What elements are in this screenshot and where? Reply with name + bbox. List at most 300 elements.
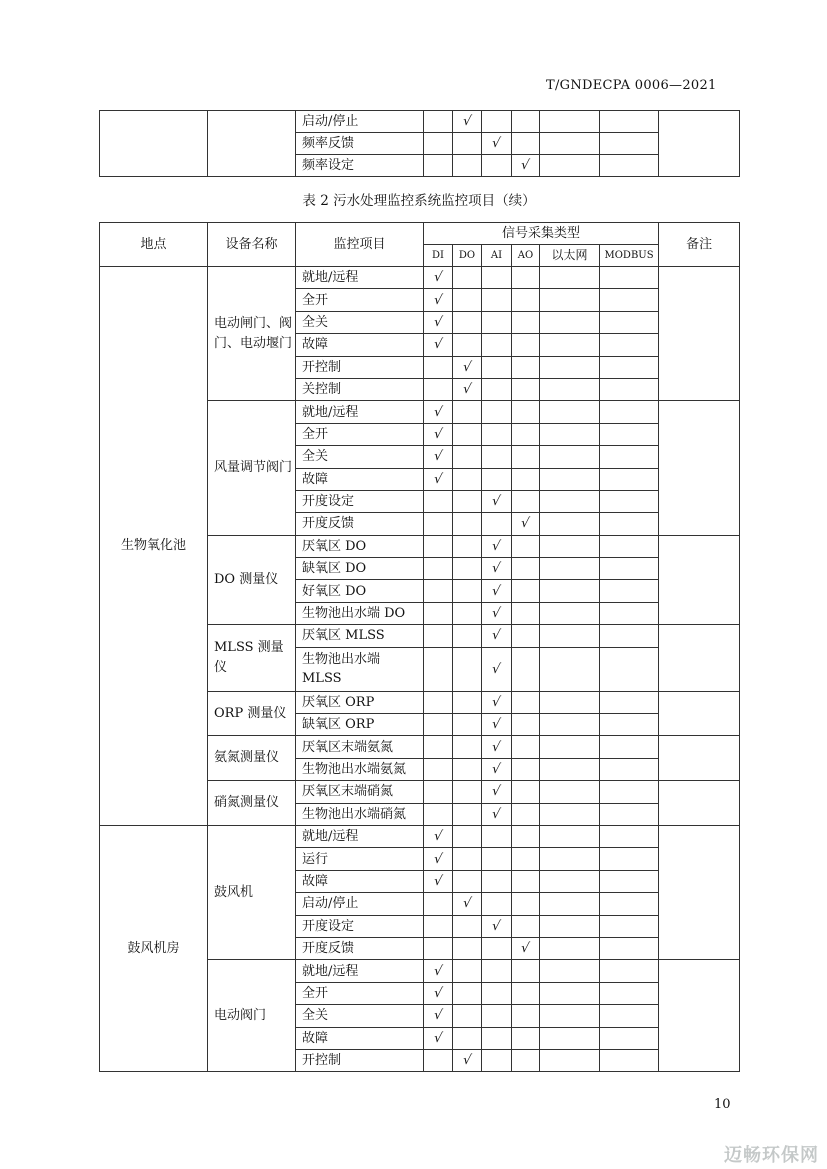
signal-cell <box>600 334 659 356</box>
device-cell: 氨氮测量仪 <box>208 736 296 781</box>
signal-cell <box>453 915 482 937</box>
signal-cell <box>453 893 482 915</box>
signal-cell <box>453 1005 482 1027</box>
signal-cell <box>424 758 453 780</box>
check-mark: √ <box>461 1053 473 1069</box>
signal-cell <box>512 960 540 982</box>
signal-cell <box>600 490 659 512</box>
document-code: T/GNDECPA 0006—2021 <box>546 78 717 93</box>
check-mark: √ <box>520 158 531 173</box>
check-mark: √ <box>432 471 444 487</box>
signal-cell <box>424 825 453 847</box>
item-cell: 厌氧区 DO <box>296 535 424 557</box>
signal-cell <box>482 558 512 580</box>
signal-cell <box>424 960 453 982</box>
item-cell: 缺氧区 DO <box>296 558 424 580</box>
signal-cell <box>600 513 659 535</box>
signal-cell <box>512 602 540 624</box>
signal-cell <box>540 602 600 624</box>
signal-cell <box>424 647 453 691</box>
signal-cell <box>540 893 600 915</box>
check-mark: √ <box>432 314 444 330</box>
signal-cell <box>540 311 600 333</box>
header-remark: 备注 <box>659 223 740 267</box>
signal-cell <box>424 334 453 356</box>
signal-cell <box>512 133 540 155</box>
signal-cell <box>540 401 600 423</box>
header-ao: AO <box>512 245 540 267</box>
check-mark: √ <box>432 449 444 465</box>
signal-cell <box>540 960 600 982</box>
item-cell: 生物池出水端硝氮 <box>296 803 424 825</box>
check-mark: √ <box>461 382 473 398</box>
check-mark: √ <box>491 494 502 510</box>
signal-cell <box>540 736 600 758</box>
signal-cell <box>482 870 512 892</box>
signal-cell <box>512 378 540 400</box>
signal-cell <box>482 647 512 691</box>
signal-cell <box>424 625 453 647</box>
item-cell: 故障 <box>296 870 424 892</box>
signal-cell <box>600 423 659 445</box>
signal-cell <box>482 267 512 289</box>
signal-cell <box>540 423 600 445</box>
table-row <box>100 111 740 133</box>
item-cell: 缺氧区 ORP <box>296 714 424 736</box>
signal-cell <box>453 781 482 803</box>
signal-cell <box>540 825 600 847</box>
signal-cell <box>453 803 482 825</box>
item-cell: 开度设定 <box>296 490 424 512</box>
signal-cell <box>600 535 659 557</box>
signal-cell <box>540 1027 600 1049</box>
signal-cell <box>512 311 540 333</box>
signal-cell <box>512 468 540 490</box>
signal-cell <box>453 334 482 356</box>
device-cell <box>208 111 296 177</box>
signal-cell <box>424 423 453 445</box>
signal-cell <box>540 870 600 892</box>
signal-cell <box>482 111 512 133</box>
signal-cell <box>424 781 453 803</box>
signal-cell <box>540 1049 600 1071</box>
item-cell: 厌氧区末端硝氮 <box>296 781 424 803</box>
check-mark: √ <box>432 1008 444 1024</box>
item-cell: 全关 <box>296 1005 424 1027</box>
signal-cell <box>512 490 540 512</box>
signal-cell <box>600 155 659 177</box>
signal-cell <box>540 490 600 512</box>
signal-cell <box>512 893 540 915</box>
signal-cell <box>453 490 482 512</box>
item-cell: 故障 <box>296 334 424 356</box>
signal-cell <box>600 356 659 378</box>
signal-cell <box>424 311 453 333</box>
signal-cell <box>482 915 512 937</box>
signal-cell <box>482 133 512 155</box>
signal-cell <box>540 133 600 155</box>
signal-cell <box>512 1049 540 1071</box>
signal-cell <box>453 848 482 870</box>
signal-cell <box>453 870 482 892</box>
check-mark: √ <box>491 784 502 800</box>
signal-cell <box>424 848 453 870</box>
item-cell: 开度设定 <box>296 915 424 937</box>
signal-cell <box>453 602 482 624</box>
signal-cell <box>424 602 453 624</box>
signal-cell <box>482 714 512 736</box>
check-mark: √ <box>491 661 502 677</box>
location-cell <box>100 111 208 177</box>
monitoring-items-table <box>99 222 740 1072</box>
signal-cell <box>424 870 453 892</box>
signal-cell <box>540 513 600 535</box>
remark-cell <box>659 691 740 736</box>
signal-cell <box>540 289 600 311</box>
signal-cell <box>482 289 512 311</box>
signal-cell <box>512 289 540 311</box>
signal-cell <box>600 580 659 602</box>
signal-cell <box>540 937 600 959</box>
item-cell: 全关 <box>296 311 424 333</box>
item-cell: 全关 <box>296 446 424 468</box>
signal-cell <box>424 893 453 915</box>
signal-cell <box>600 625 659 647</box>
signal-cell <box>540 781 600 803</box>
item-cell: 就地/远程 <box>296 401 424 423</box>
signal-cell <box>540 558 600 580</box>
signal-cell <box>424 915 453 937</box>
signal-cell <box>512 714 540 736</box>
signal-cell <box>453 468 482 490</box>
signal-cell <box>600 870 659 892</box>
signal-cell <box>453 311 482 333</box>
signal-cell <box>453 513 482 535</box>
signal-cell <box>482 848 512 870</box>
signal-cell <box>600 937 659 959</box>
check-mark: √ <box>432 404 444 420</box>
check-mark: √ <box>432 337 444 353</box>
remark-cell <box>659 825 740 959</box>
signal-cell <box>482 982 512 1004</box>
signal-cell <box>512 758 540 780</box>
signal-cell <box>512 870 540 892</box>
signal-cell <box>482 356 512 378</box>
check-mark: √ <box>491 136 502 151</box>
signal-cell <box>453 647 482 691</box>
check-mark: √ <box>432 270 444 286</box>
item-cell: 启动/停止 <box>296 893 424 915</box>
signal-cell <box>424 289 453 311</box>
signal-cell <box>600 758 659 780</box>
check-mark: √ <box>491 762 502 777</box>
check-mark: √ <box>432 1030 444 1046</box>
signal-cell <box>540 758 600 780</box>
signal-cell <box>482 401 512 423</box>
signal-cell <box>512 937 540 959</box>
signal-cell <box>424 736 453 758</box>
check-mark: √ <box>520 941 531 957</box>
signal-cell <box>600 468 659 490</box>
item-cell: 就地/远程 <box>296 960 424 982</box>
signal-cell <box>512 356 540 378</box>
signal-cell <box>540 691 600 713</box>
signal-cell <box>424 378 453 400</box>
signal-cell <box>540 625 600 647</box>
check-mark: √ <box>491 806 502 822</box>
signal-cell <box>512 915 540 937</box>
signal-cell <box>482 580 512 602</box>
signal-cell <box>600 825 659 847</box>
signal-cell <box>424 580 453 602</box>
signal-cell <box>540 111 600 133</box>
signal-cell <box>453 401 482 423</box>
remark-cell <box>659 736 740 781</box>
signal-cell <box>512 558 540 580</box>
signal-cell <box>600 1049 659 1071</box>
signal-cell <box>600 736 659 758</box>
signal-cell <box>482 1027 512 1049</box>
signal-cell <box>453 825 482 847</box>
signal-cell <box>512 401 540 423</box>
table-caption: 表 2 污水处理监控系统监控项目（续） <box>302 193 536 209</box>
item-cell: 全开 <box>296 982 424 1004</box>
header-location: 地点 <box>100 223 208 267</box>
signal-cell <box>540 356 600 378</box>
signal-cell <box>600 1005 659 1027</box>
header-signal-group: 信号采集类型 <box>424 223 659 245</box>
signal-cell <box>540 267 600 289</box>
signal-cell <box>540 982 600 1004</box>
device-cell: 风量调节阀门 <box>208 401 296 535</box>
item-cell: 就地/远程 <box>296 267 424 289</box>
item-cell: 故障 <box>296 1027 424 1049</box>
signal-cell <box>512 513 540 535</box>
signal-cell <box>482 535 512 557</box>
signal-cell <box>540 1005 600 1027</box>
header-ai: AI <box>482 245 512 267</box>
signal-cell <box>482 736 512 758</box>
signal-cell <box>424 356 453 378</box>
signal-cell <box>482 893 512 915</box>
item-cell: 频率设定 <box>296 155 424 177</box>
continued-table-fragment <box>99 110 740 177</box>
signal-cell <box>453 155 482 177</box>
check-mark: √ <box>461 114 473 129</box>
signal-cell <box>424 714 453 736</box>
item-cell: 开度反馈 <box>296 937 424 959</box>
remark-cell <box>659 267 740 401</box>
signal-cell <box>424 468 453 490</box>
signal-cell <box>512 803 540 825</box>
device-cell: 鼓风机 <box>208 825 296 959</box>
signal-cell <box>482 625 512 647</box>
item-cell: 全开 <box>296 423 424 445</box>
device-cell: DO 测量仪 <box>208 535 296 625</box>
signal-cell <box>482 825 512 847</box>
signal-cell <box>600 714 659 736</box>
item-cell: 启动/停止 <box>296 111 424 133</box>
remark-cell <box>659 401 740 535</box>
item-cell: 厌氧区 MLSS <box>296 625 424 647</box>
check-mark: √ <box>491 694 502 710</box>
signal-cell <box>482 691 512 713</box>
signal-cell <box>540 915 600 937</box>
remark-cell <box>659 781 740 826</box>
item-cell: 频率反馈 <box>296 133 424 155</box>
device-cell: ORP 测量仪 <box>208 691 296 736</box>
location-cell: 生物氧化池 <box>100 267 208 826</box>
header-device: 设备名称 <box>208 223 296 267</box>
signal-cell <box>600 803 659 825</box>
signal-cell <box>512 691 540 713</box>
signal-cell <box>482 378 512 400</box>
table-row <box>100 267 740 289</box>
signal-cell <box>453 558 482 580</box>
signal-cell <box>482 758 512 780</box>
signal-cell <box>540 468 600 490</box>
signal-cell <box>600 133 659 155</box>
signal-cell <box>453 1049 482 1071</box>
signal-cell <box>482 423 512 445</box>
signal-cell <box>600 401 659 423</box>
check-mark: √ <box>491 739 502 755</box>
signal-cell <box>482 446 512 468</box>
signal-cell <box>600 267 659 289</box>
check-mark: √ <box>432 426 444 442</box>
signal-cell <box>453 1027 482 1049</box>
signal-cell <box>482 1005 512 1027</box>
signal-cell <box>453 378 482 400</box>
device-cell: 电动阀门 <box>208 960 296 1072</box>
signal-cell <box>600 691 659 713</box>
check-mark: √ <box>432 873 444 889</box>
signal-cell <box>600 960 659 982</box>
check-mark: √ <box>491 583 502 599</box>
watermark: 迈畅环保网 <box>724 1145 819 1166</box>
signal-cell <box>600 378 659 400</box>
header-modbus: MODBUS <box>600 245 659 267</box>
check-mark: √ <box>432 829 444 845</box>
signal-cell <box>453 133 482 155</box>
signal-cell <box>453 625 482 647</box>
signal-cell <box>512 625 540 647</box>
signal-cell <box>540 535 600 557</box>
signal-cell <box>600 647 659 691</box>
page-number: 10 <box>714 1097 731 1112</box>
remark-cell <box>659 535 740 625</box>
item-cell: 厌氧区末端氨氮 <box>296 736 424 758</box>
signal-cell <box>540 714 600 736</box>
item-cell: 关控制 <box>296 378 424 400</box>
signal-cell <box>482 513 512 535</box>
signal-cell <box>600 289 659 311</box>
signal-cell <box>600 781 659 803</box>
signal-cell <box>424 982 453 1004</box>
header-di: DI <box>424 245 453 267</box>
signal-cell <box>482 311 512 333</box>
signal-cell <box>453 535 482 557</box>
signal-cell <box>512 535 540 557</box>
signal-cell <box>482 334 512 356</box>
signal-cell <box>453 960 482 982</box>
signal-cell <box>482 155 512 177</box>
signal-cell <box>600 893 659 915</box>
signal-cell <box>453 446 482 468</box>
signal-cell <box>600 1027 659 1049</box>
item-cell: 开控制 <box>296 356 424 378</box>
signal-cell <box>424 155 453 177</box>
signal-cell <box>512 1027 540 1049</box>
signal-cell <box>424 111 453 133</box>
device-cell: 电动闸门、阀门、电动堰门 <box>208 267 296 401</box>
signal-cell <box>512 647 540 691</box>
signal-cell <box>482 937 512 959</box>
signal-cell <box>424 513 453 535</box>
check-mark: √ <box>432 963 444 979</box>
signal-cell <box>424 691 453 713</box>
signal-cell <box>424 446 453 468</box>
check-mark: √ <box>491 538 502 554</box>
header-ethernet: 以太网 <box>540 245 600 267</box>
signal-cell <box>482 781 512 803</box>
remark-cell <box>659 960 740 1072</box>
item-cell: 运行 <box>296 848 424 870</box>
check-mark: √ <box>520 516 531 532</box>
signal-cell <box>600 558 659 580</box>
signal-cell <box>512 781 540 803</box>
signal-cell <box>540 803 600 825</box>
item-cell: 开度反馈 <box>296 513 424 535</box>
signal-cell <box>512 580 540 602</box>
table-row <box>100 825 740 847</box>
signal-cell <box>512 848 540 870</box>
signal-cell <box>424 1005 453 1027</box>
remark-cell <box>659 111 740 177</box>
check-mark: √ <box>432 851 444 867</box>
signal-cell <box>424 490 453 512</box>
item-cell: 好氧区 DO <box>296 580 424 602</box>
check-mark: √ <box>461 359 473 375</box>
signal-cell <box>512 825 540 847</box>
item-cell: 生物池出水端 DO <box>296 602 424 624</box>
signal-cell <box>540 848 600 870</box>
signal-cell <box>453 691 482 713</box>
header-item: 监控项目 <box>296 223 424 267</box>
device-cell: MLSS 测量仪 <box>208 625 296 691</box>
signal-cell <box>482 468 512 490</box>
signal-cell <box>600 446 659 468</box>
signal-cell <box>512 446 540 468</box>
signal-cell <box>600 848 659 870</box>
check-mark: √ <box>461 896 473 912</box>
signal-cell <box>453 714 482 736</box>
signal-cell <box>540 580 600 602</box>
item-cell: 全开 <box>296 289 424 311</box>
signal-cell <box>424 401 453 423</box>
signal-cell <box>424 803 453 825</box>
signal-cell <box>600 111 659 133</box>
signal-cell <box>482 1049 512 1071</box>
signal-cell <box>424 267 453 289</box>
signal-cell <box>540 647 600 691</box>
signal-cell <box>453 267 482 289</box>
signal-cell <box>512 736 540 758</box>
signal-cell <box>453 580 482 602</box>
signal-cell <box>453 758 482 780</box>
signal-cell <box>453 289 482 311</box>
item-cell: 故障 <box>296 468 424 490</box>
